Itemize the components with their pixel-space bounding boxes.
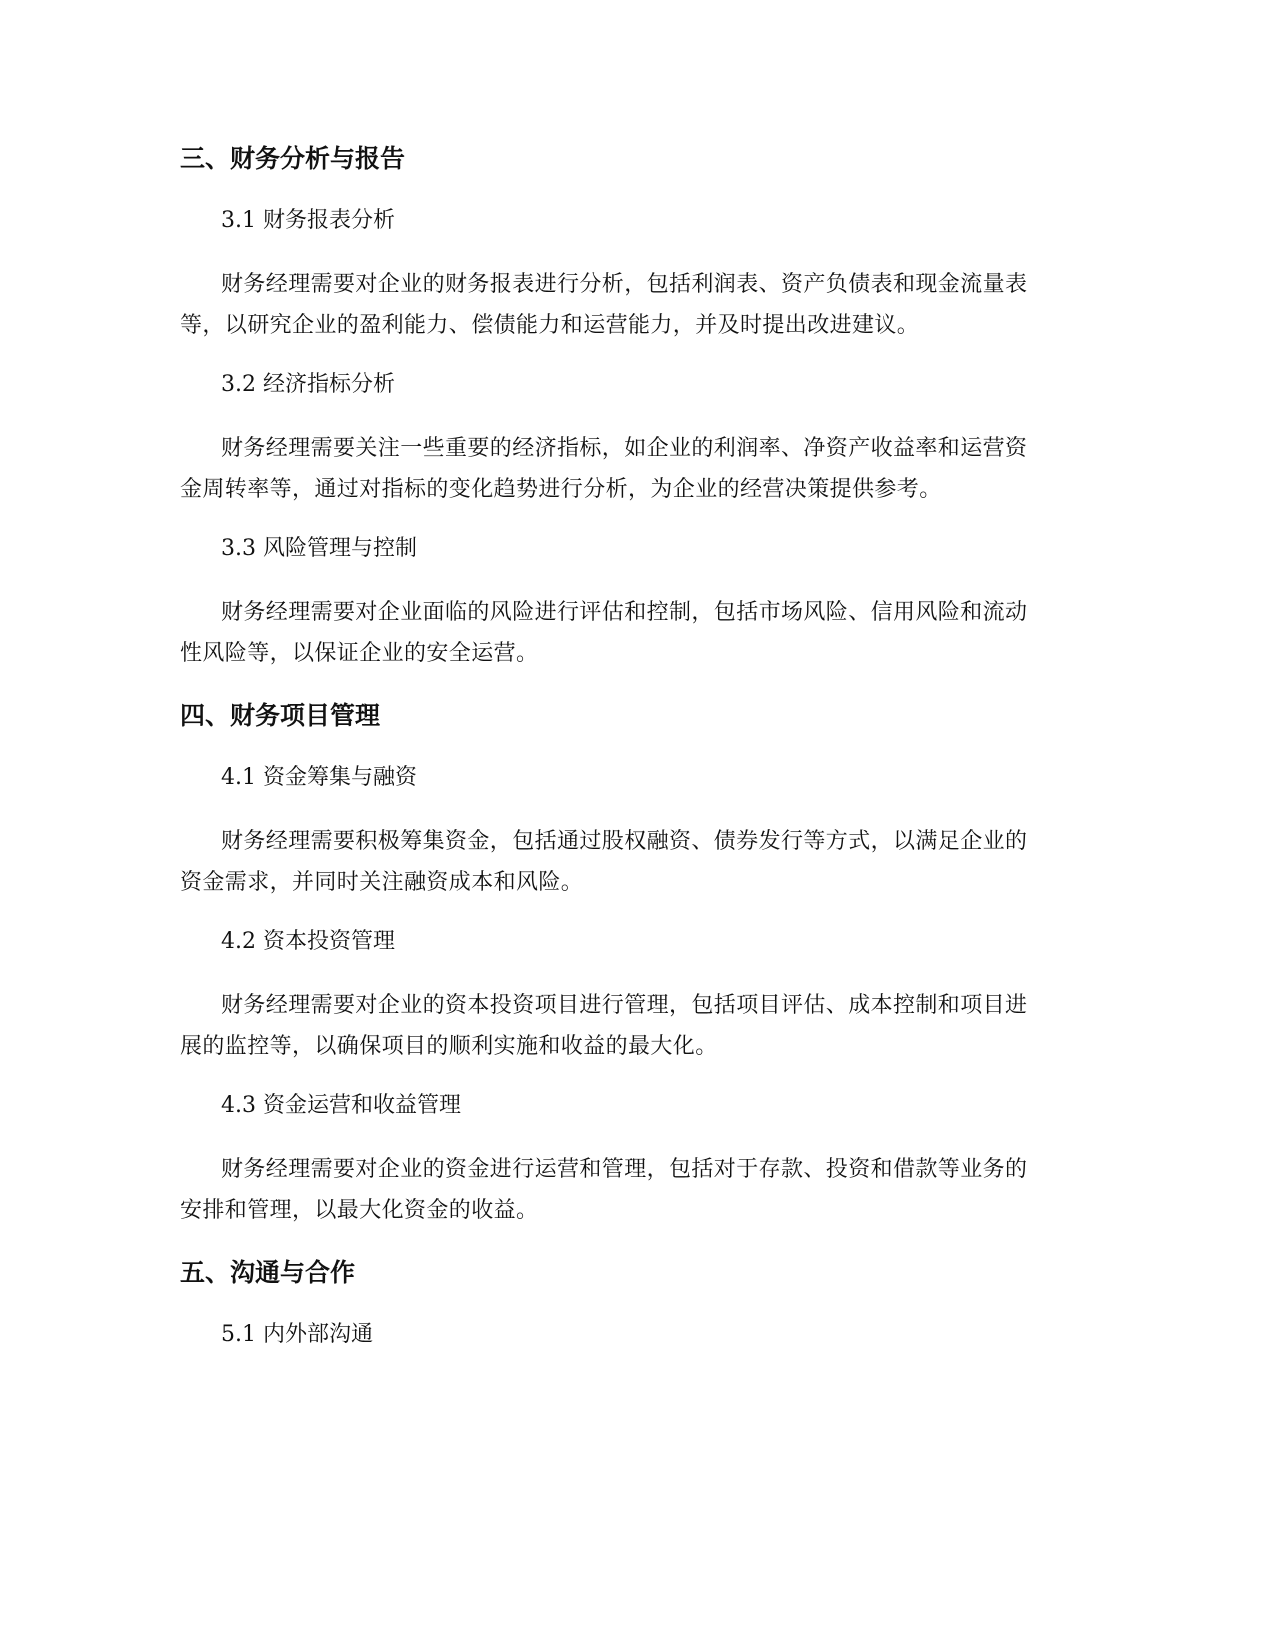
paragraph-4-3: 财务经理需要对企业的资金进行运营和管理，包括对于存款、投资和借款等业务的安排和管理，以最大化资金的收益。 — [180, 1157, 1028, 1223]
subheading-3-2: 3.2 经济指标分析 — [221, 372, 395, 397]
paragraph-4-1: 财务经理需要积极筹集资金，包括通过股权融资、债券发行等方式，以满足企业的资金需求，并同时关注融资成本和风险。 — [180, 829, 1028, 895]
subheading-3-1: 3.1 财务报表分析 — [221, 208, 395, 233]
subheading-4-2: 4.2 资本投资管理 — [221, 929, 395, 954]
paragraph-3-3: 财务经理需要对企业面临的风险进行评估和控制，包括市场风险、信用风险和流动性风险等，以保证企业的安全运营。 — [180, 600, 1028, 666]
paragraph-4-2: 财务经理需要对企业的资本投资项目进行管理，包括项目评估、成本控制和项目进展的监控等，以确保项目的顺利实施和收益的最大化。 — [180, 993, 1028, 1059]
subheading-4-3: 4.3 资金运营和收益管理 — [221, 1093, 461, 1118]
section-heading-3: 三、财务分析与报告 — [180, 144, 406, 173]
section-heading-5: 五、沟通与合作 — [180, 1258, 356, 1287]
subheading-3-3: 3.3 风险管理与控制 — [221, 536, 417, 561]
subheading-4-1: 4.1 资金筹集与融资 — [221, 765, 417, 790]
section-heading-4: 四、财务项目管理 — [180, 701, 381, 730]
paragraph-3-2: 财务经理需要关注一些重要的经济指标，如企业的利润率、净资产收益率和运营资金周转率等，通过对指标的变化趋势进行分析，为企业的经营决策提供参考。 — [180, 436, 1028, 502]
subheading-5-1: 5.1 内外部沟通 — [221, 1322, 373, 1347]
paragraph-3-1: 财务经理需要对企业的财务报表进行分析，包括利润表、资产负债表和现金流量表等，以研究企业的盈利能力、偿债能力和运营能力，并及时提出改进建议。 — [180, 272, 1028, 338]
